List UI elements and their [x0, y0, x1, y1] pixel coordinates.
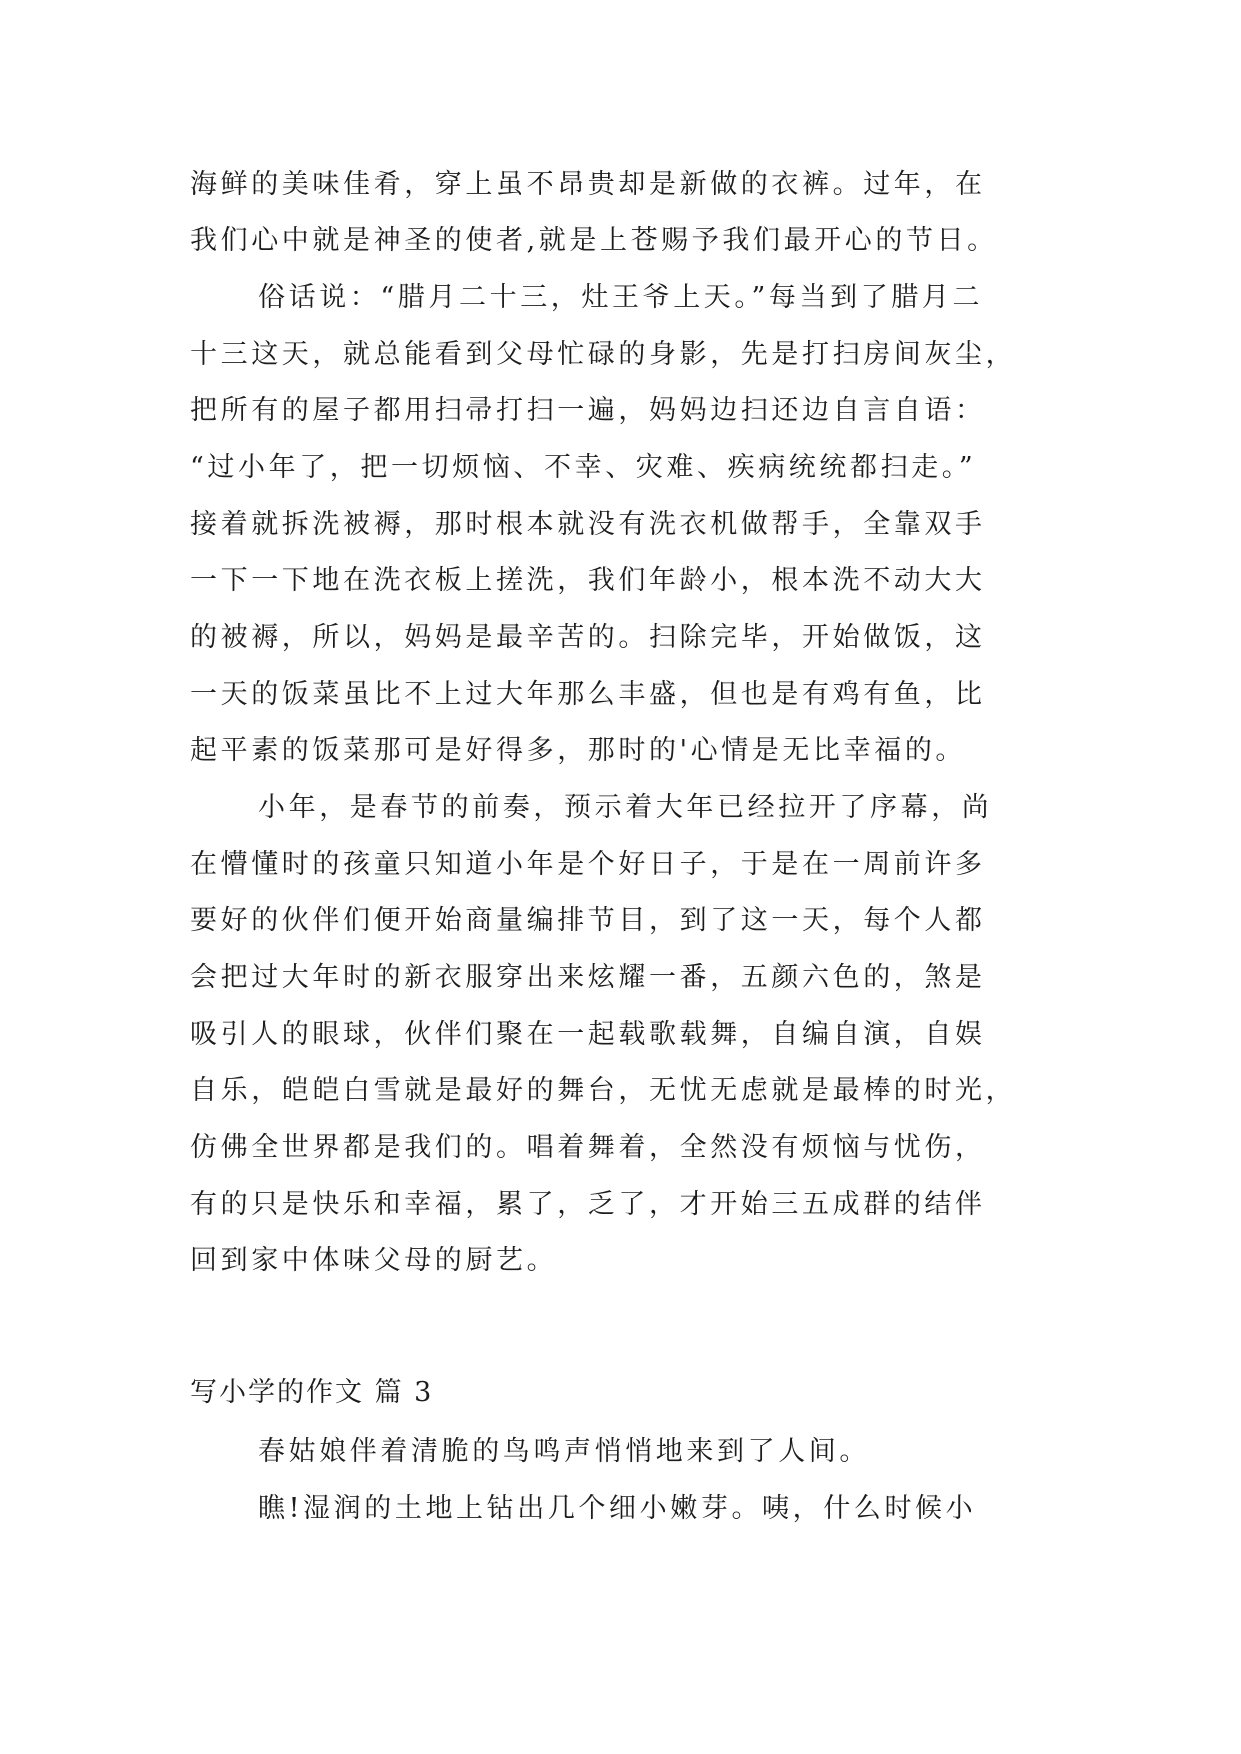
text-line: 俗话说：“腊月二十三，灶王爷上天。”每当到了腊月二 [258, 282, 984, 313]
text-line: 我们心中就是神圣的使者,就是上苍赐予我们最开心的节日。 [190, 225, 998, 256]
text-line: 有的只是快乐和幸福，累了，乏了，才开始三五成群的结伴 [190, 1189, 986, 1220]
text-line: 会把过大年时的新衣服穿出来炫耀一番，五颜六色的，煞是 [190, 962, 986, 993]
text-line: 小年，是春节的前奏，预示着大年已经拉开了序幕，尚 [258, 792, 993, 823]
text-line: 一下一下地在洗衣板上搓洗，我们年龄小，根本洗不动大大 [190, 565, 986, 596]
text-line: 在懵懂时的孩童只知道小年是个好日子，于是在一周前许多 [190, 849, 986, 880]
text-line: 仿佛全世界都是我们的。唱着舞着，全然没有烦恼与忧伤， [190, 1132, 986, 1163]
text-line: 吸引人的眼球，伙伴们聚在一起载歌载舞，自编自演，自娱 [190, 1019, 986, 1050]
text-line: 十三这天，就总能看到父母忙碌的身影，先是打扫房间灰尘， [190, 339, 1017, 370]
text-line: 回到家中体味父母的厨艺。 [190, 1245, 558, 1276]
text-line: 接着就拆洗被褥，那时根本就没有洗衣机做帮手，全靠双手 [190, 509, 986, 540]
text-line: 的被褥，所以，妈妈是最辛苦的。扫除完毕，开始做饭，这 [190, 622, 986, 653]
section-heading: 写小学的作文 篇 3 [190, 1377, 434, 1408]
text-line: 把所有的屋子都用扫帚打扫一遍，妈妈边扫还边自言自语： [190, 395, 986, 426]
text-line: 海鲜的美味佳肴，穿上虽不昂贵却是新做的衣裤。过年，在 [190, 169, 986, 200]
text-line: 要好的伙伴们便开始商量编排节目，到了这一天，每个人都 [190, 905, 986, 936]
text-line: 瞧!湿润的土地上钻出几个细小嫩芽。咦，什么时候小 [258, 1493, 977, 1524]
text-line: 自乐，皑皑白雪就是最好的舞台，无忧无虑就是最棒的时光， [190, 1075, 1017, 1106]
text-line: 春姑娘伴着清脆的鸟鸣声悄悄地来到了人间。 [258, 1436, 870, 1467]
text-line: “过小年了，把一切烦恼、不幸、灾难、疾病统统都扫走。” [190, 452, 977, 483]
text-line: 一天的饭菜虽比不上过大年那么丰盛，但也是有鸡有鱼，比 [190, 679, 986, 710]
text-line: 起平素的饭菜那可是好得多，那时的'心情是无比幸福的。 [190, 735, 967, 766]
